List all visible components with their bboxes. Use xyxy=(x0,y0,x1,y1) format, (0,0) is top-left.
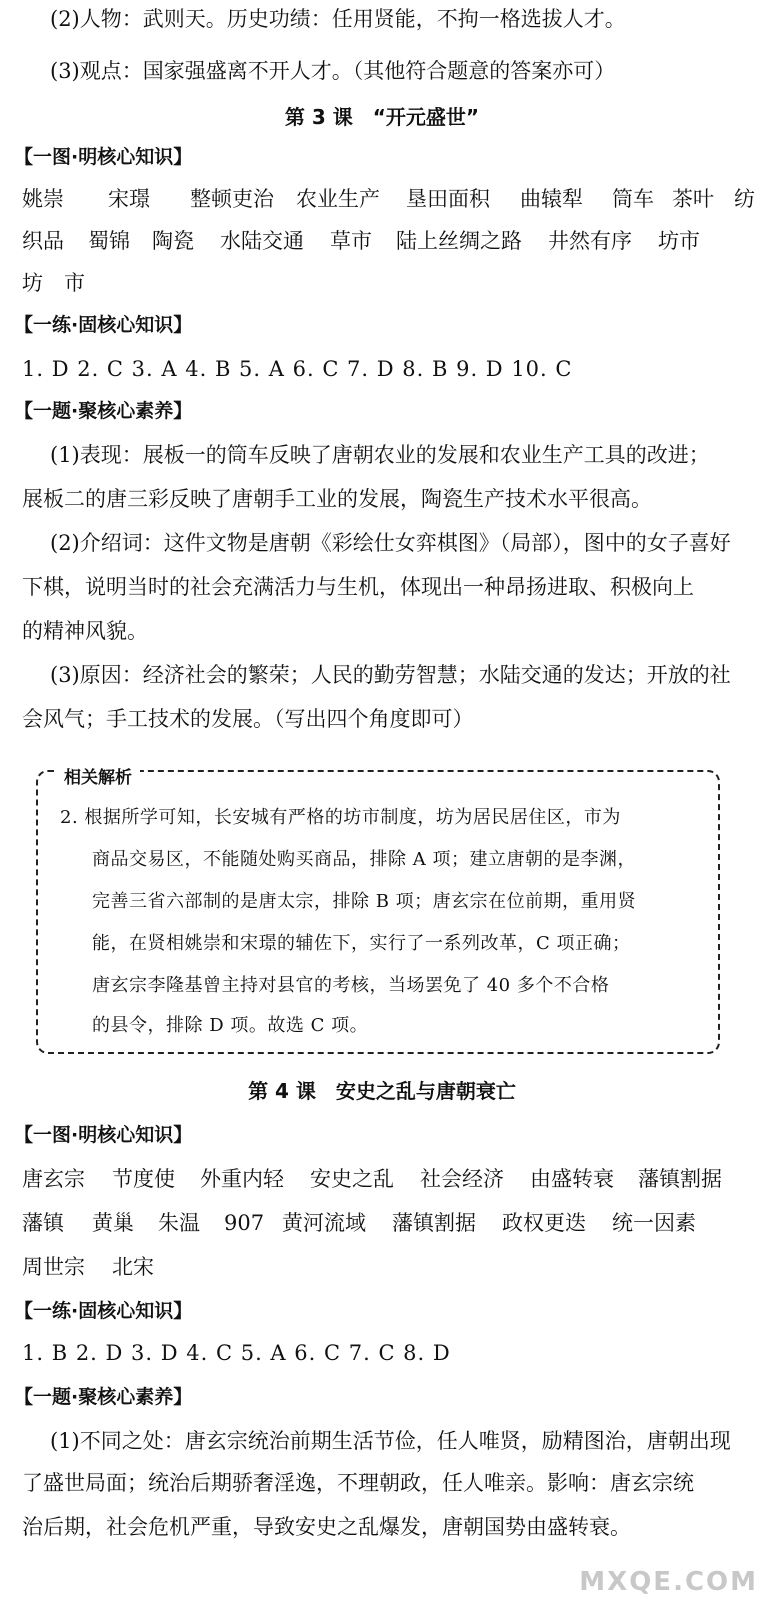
keyword: 草市 xyxy=(330,229,372,253)
analysis-line: 唐玄宗李隆基曾主持对县官的考核，当场罢免了 40 多个不合格 xyxy=(92,975,610,996)
keyword: 曲辕犁 xyxy=(520,187,583,211)
keyword: 由盛转衰 xyxy=(530,1167,614,1191)
keyword: 统一因素 xyxy=(612,1211,696,1235)
text-line: (1)表现：展板一的筒车反映了唐朝农业的发展和农业生产工具的改进； xyxy=(50,443,710,467)
text-line: 下棋，说明当时的社会充满活力与生机，体现出一种昂扬进取、积极向上 xyxy=(22,575,694,599)
keyword: 陆上丝绸之路 xyxy=(396,229,522,253)
lesson4-label-question: 【一题·聚核心素养】 xyxy=(14,1386,193,1408)
keyword: 坊市 xyxy=(658,229,700,253)
intro-line-2: (3)观点：国家强盛离不开人才。（其他符合题意的答案亦可） xyxy=(50,59,616,83)
keyword: 陶瓷 xyxy=(152,229,194,253)
keyword: 藩镇割据 xyxy=(392,1211,476,1235)
keyword: 社会经济 xyxy=(420,1167,504,1191)
keyword: 筒车 xyxy=(612,187,654,211)
intro-line-1: (2)人物：武则天。历史功绩：任用贤能，不拘一格选拔人才。 xyxy=(50,7,626,31)
lesson4-label-map: 【一图·明核心知识】 xyxy=(14,1124,193,1146)
text-line: 治后期，社会危机严重，导致安史之乱爆发，唐朝国势由盛转衰。 xyxy=(22,1515,631,1539)
keyword: 姚崇 xyxy=(22,187,64,211)
analysis-box-label: 相关解析 xyxy=(56,766,140,790)
lesson3-label-practice: 【一练·固核心知识】 xyxy=(14,314,193,336)
keyword: 黄河流域 xyxy=(282,1211,366,1235)
keyword: 安史之乱 xyxy=(310,1167,394,1191)
keyword: 朱温 xyxy=(158,1211,200,1235)
text-line: (3)原因：经济社会的繁荣；人民的勤劳智慧；水陆交通的发达；开放的社 xyxy=(50,663,731,687)
keyword: 907 xyxy=(224,1211,265,1235)
keyword: 藩镇 xyxy=(22,1211,64,1235)
keyword: 黄巢 xyxy=(92,1211,134,1235)
lesson4-title: 第 4 课 安史之乱与唐朝衰亡 xyxy=(248,1079,516,1103)
keyword: 整顿吏治 xyxy=(190,187,274,211)
keyword: 唐玄宗 xyxy=(22,1167,85,1191)
keyword: 农业生产 xyxy=(296,187,380,211)
keyword: 水陆交通 xyxy=(220,229,304,253)
analysis-line: 2. 根据所学可知，长安城有严格的坊市制度，坊为居民居住区，市为 xyxy=(60,807,621,828)
text-line: 展板二的唐三彩反映了唐朝手工业的发展，陶瓷生产技术水平很高。 xyxy=(22,487,652,511)
lesson3-label-map: 【一图·明核心知识】 xyxy=(14,146,193,168)
text-line: (1)不同之处：唐玄宗统治前期生活节俭，任人唯贤，励精图治，唐朝出现 xyxy=(50,1429,731,1453)
keyword: 藩镇割据 xyxy=(638,1167,722,1191)
lesson3-answers: 1. D 2. C 3. A 4. B 5. A 6. C 7. D 8. B 9. D 10. C xyxy=(22,357,573,381)
keyword: 节度使 xyxy=(112,1167,175,1191)
keyword: 井然有序 xyxy=(548,229,632,253)
text-line: 的精神风貌。 xyxy=(22,619,148,643)
lesson4-answers: 1. B 2. D 3. D 4. C 5. A 6. C 7. C 8. D xyxy=(22,1341,451,1365)
keyword: 织品 xyxy=(22,229,64,253)
keyword: 政权更迭 xyxy=(502,1211,586,1235)
analysis-line: 完善三省六部制的是唐太宗，排除 B 项；唐玄宗在位前期，重用贤 xyxy=(92,891,637,912)
keyword: 北宋 xyxy=(112,1255,154,1279)
keyword: 垦田面积 xyxy=(406,187,490,211)
keyword: 茶叶 xyxy=(672,187,714,211)
lesson3-label-question: 【一题·聚核心素养】 xyxy=(14,400,193,422)
keyword: 周世宗 xyxy=(22,1255,85,1279)
keyword: 坊 市 xyxy=(22,271,85,295)
text-line: 了盛世局面；统治后期骄奢淫逸，不理朝政，任人唯亲。影响：唐玄宗统 xyxy=(22,1471,694,1495)
lesson4-label-practice: 【一练·固核心知识】 xyxy=(14,1300,193,1322)
analysis-line: 的县令，排除 D 项。故选 C 项。 xyxy=(92,1015,369,1036)
keyword: 蜀锦 xyxy=(88,229,130,253)
keyword: 纺 xyxy=(734,187,755,211)
lesson3-title: 第 3 课 “开元盛世” xyxy=(284,105,480,129)
text-line: (2)介绍词：这件文物是唐朝《彩绘仕女弈棋图》（局部），图中的女子喜好 xyxy=(50,531,731,555)
keyword: 宋璟 xyxy=(108,187,150,211)
watermark-logo: MXQE.COM xyxy=(579,1567,758,1597)
analysis-line: 能，在贤相姚崇和宋璟的辅佐下，实行了一系列改革，C 项正确； xyxy=(92,933,631,954)
keyword: 外重内轻 xyxy=(200,1167,284,1191)
analysis-line: 商品交易区，不能随处购买商品，排除 A 项；建立唐朝的是李渊， xyxy=(92,849,636,870)
text-line: 会风气；手工技术的发展。（写出四个角度即可） xyxy=(22,707,474,731)
